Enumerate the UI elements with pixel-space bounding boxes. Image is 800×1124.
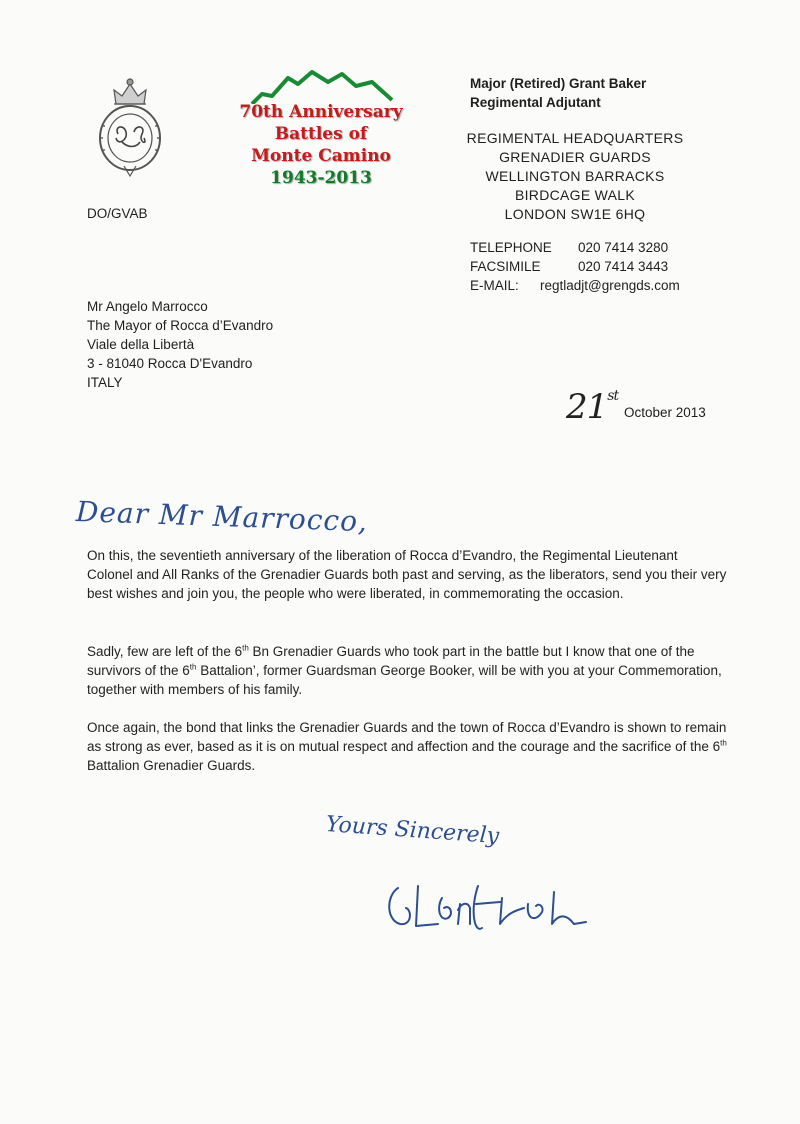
closing: Yours Sincerely (325, 812, 500, 850)
body-paragraph-3: Once again, the bond that links the Grenadier Guards and the town of Rocca d’Evandro is shown to remain as strong as ever, based as it is on mutual respect and affection and the courage and the sacrifice of the 6th Battalion Grenadier Guards. (87, 720, 727, 773)
address-line: GRENADIER GUARDS (499, 149, 651, 165)
signature (378, 868, 598, 938)
anniversary-subtitle: Battles of (274, 124, 368, 144)
sender-name: Major (Retired) Grant Baker (470, 76, 647, 91)
headquarters-address (455, 129, 695, 224)
recipient-line: Viale della Libertà (87, 337, 195, 352)
body-paragraph-2: Sadly, few are left of the 6th Bn Grenadier Guards who took part in the battle but I know that one of the survivors of the 6th Battalion’, former Guardsman George Booker, will be with you at your Commemoration, together with members of his family. (87, 643, 722, 697)
sender-title: Regimental Adjutant (470, 95, 601, 110)
recipient-line: The Mayor of Rocca d’Evandro (87, 318, 274, 333)
contact-details (470, 238, 680, 295)
telephone-label: TELEPHONE (470, 240, 552, 255)
fax-value: 020 7414 3443 (578, 259, 669, 274)
sender-block (470, 74, 646, 112)
anniversary-years: 1943-2013 (270, 168, 372, 188)
recipient-line: Mr Angelo Marrocco (87, 299, 208, 314)
fax-row (470, 257, 680, 276)
date-handwritten-day: 21st (566, 387, 619, 427)
address-line: LONDON SW1E 6HQ (504, 206, 646, 222)
anniversary-title: 70th Anniversary (239, 102, 403, 122)
recipient-address (87, 297, 273, 392)
address-line: BIRDCAGE WALK (514, 187, 636, 203)
telephone-row (470, 238, 680, 257)
email-label: E-MAIL: (470, 278, 519, 293)
body-paragraph-1: On this, the seventieth anniversary of the liberation of Rocca d’Evandro, the Regimental Lieutenant Colonel and All Ranks of the Grenadier Guards both past and serving, as the liberators, send you their very best wishes and join you, the people who were liberated, in commemorating the occasion. (87, 548, 727, 601)
mountain-icon (232, 64, 410, 104)
date-month-year: October 2013 (624, 405, 706, 420)
recipient-line: 3 - 81040 Rocca D'Evandro (87, 356, 253, 371)
anniversary-place: Monte Camino (251, 146, 391, 166)
address-line: REGIMENTAL HEADQUARTERS (466, 130, 684, 146)
telephone-value: 020 7414 3280 (578, 240, 669, 255)
recipient-line: ITALY (87, 375, 123, 390)
reference-code: DO/GVAB (87, 206, 148, 221)
email-value: regtladjt@grengds.com (540, 278, 680, 293)
address-line: WELLINGTON BARRACKS (485, 168, 665, 184)
fax-label: FACSIMILE (470, 259, 541, 274)
email-row (470, 276, 680, 295)
salutation: Dear Mr Marrocco, (75, 495, 369, 539)
anniversary-logo (232, 64, 410, 194)
grenadier-guards-crest-icon (92, 76, 168, 182)
